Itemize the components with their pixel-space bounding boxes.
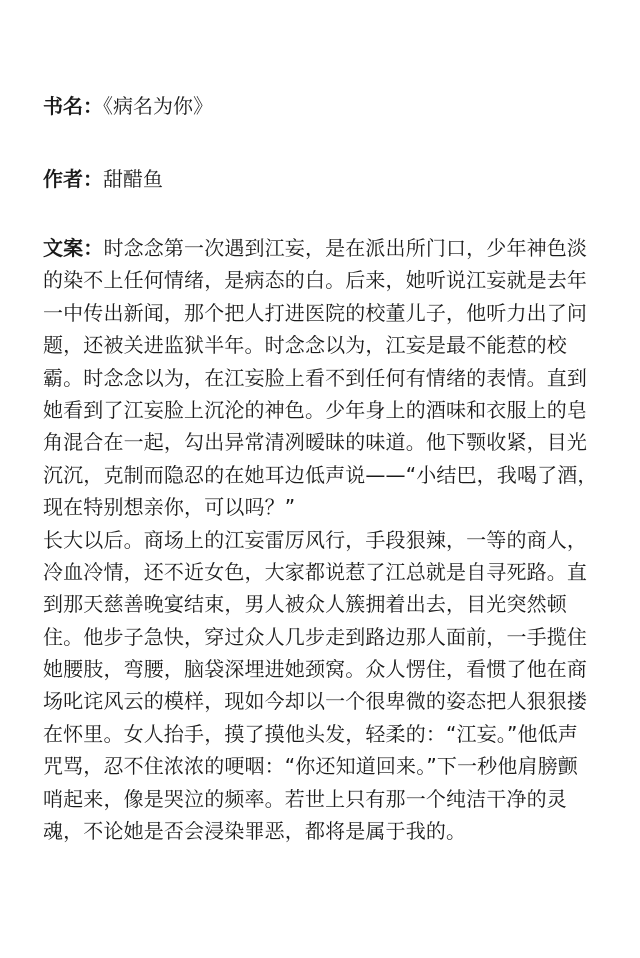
synopsis-line: 沉沉，克制而隐忍的在她耳边低声说——“小结巴，我喝了酒， — [43, 462, 598, 487]
synopsis-label: 文案： — [43, 236, 104, 260]
synopsis-line: 霸。时念念以为，在江妄脸上看不到任何有情绪的表情。直到 — [43, 365, 588, 390]
synopsis-line: 咒骂，忍不住浓浓的哽咽：“你还知道回来。”下一秒他肩膀颤 — [43, 754, 578, 779]
synopsis-line: 角混合在一起，勾出异常清冽暧昧的味道。他下颚收紧，目光 — [43, 430, 588, 455]
author-label: 作者： — [43, 167, 103, 191]
synopsis-line: 文案：时念念第一次遇到江妄，是在派出所门口，少年神色淡 — [43, 236, 588, 260]
synopsis-line: 场叱诧风云的模样，现如今却以一个很卑微的姿态把人狠狠搂 — [43, 689, 588, 714]
synopsis-line: 她看到了江妄脸上沉沦的神色。少年身上的酒味和衣服上的皂 — [43, 397, 588, 422]
synopsis-block — [43, 232, 621, 847]
author-row — [43, 163, 616, 195]
synopsis-line: 到那天慈善晚宴结束，男人被众人簇拥着出去，目光突然顿 — [43, 592, 567, 617]
book-title-row — [43, 90, 616, 122]
synopsis-line: 的染不上任何情绪，是病态的白。后来，她听说江妄就是去年 — [43, 268, 588, 293]
book-title-value: 《病名为你》 — [103, 94, 213, 118]
synopsis-line: 她腰肢，弯腰，脑袋深埋进她颈窝。众人愣住，看惯了他在商 — [43, 657, 588, 682]
synopsis-line: 哨起来，像是哭泣的频率。若世上只有那一个纯洁干净的灵 — [43, 786, 567, 811]
synopsis-line: 魂，不论她是否会浸染罪恶，都将是属于我的。 — [43, 819, 467, 844]
synopsis-line: 住。他步子急快，穿过众人几步走到路边那人面前，一手揽住 — [43, 624, 588, 649]
synopsis-line: 在怀里。女人抬手，摸了摸他头发，轻柔的：“江妄。”他低声 — [43, 721, 578, 746]
author-value: 甜醋鱼 — [103, 167, 163, 191]
synopsis-line: 冷血冷情，还不近女色，大家都说惹了江总就是自寻死路。直 — [43, 559, 588, 584]
synopsis-line: 题，还被关进监狱半年。时念念以为，江妄是最不能惹的校 — [43, 333, 567, 358]
synopsis-line: 一中传出新闻，那个把人打进医院的校董儿子，他听力出了问 — [43, 300, 588, 325]
synopsis-line: 现在特别想亲你，可以吗？” — [43, 495, 296, 520]
book-title-label: 书名： — [43, 94, 103, 118]
synopsis-line: 长大以后。商场上的江妄雷厉风行，手段狠辣，一等的商人， — [43, 527, 588, 552]
